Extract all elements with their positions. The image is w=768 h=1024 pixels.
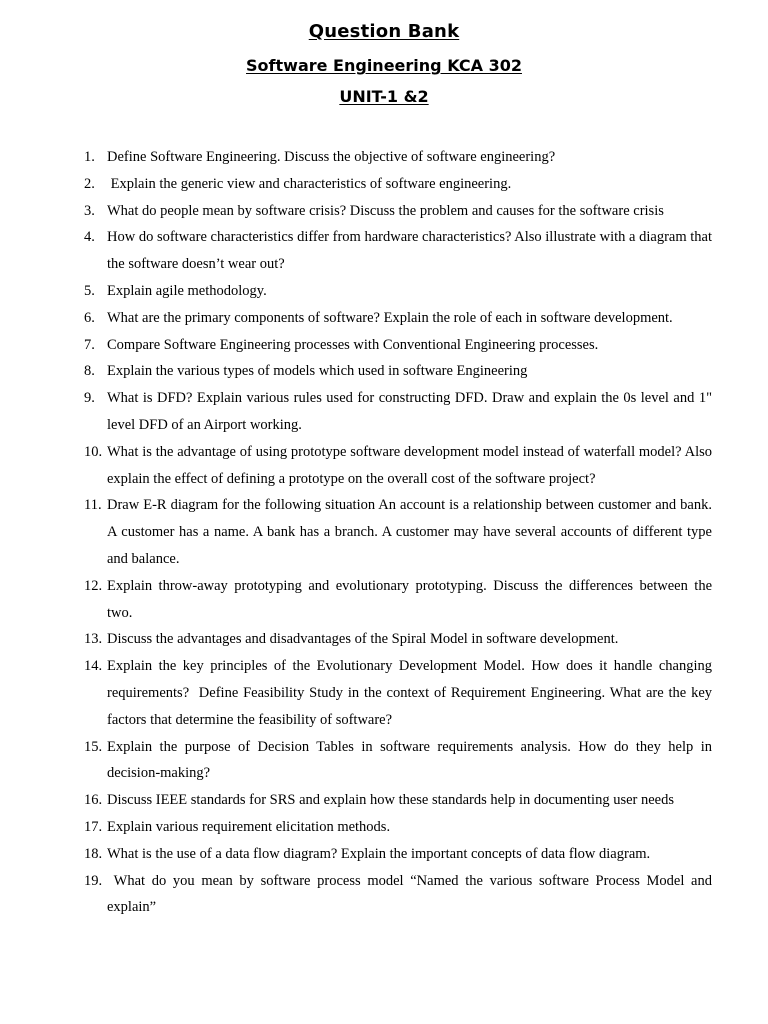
question-number: 8. <box>84 363 95 380</box>
list-item <box>84 171 712 198</box>
question-text: Discuss IEEE standards for SRS and explain how these standards help in documenting user needs <box>107 792 675 809</box>
list-item <box>84 224 712 278</box>
question-number: 18. <box>84 845 103 862</box>
question-text: Define Software Engineering. Discuss the objective of software engineering? <box>107 149 556 165</box>
question-text: What are the primary components of software? Explain the role of each in software development. <box>107 309 673 326</box>
list-item <box>84 653 716 733</box>
question-number: 19. <box>84 872 103 889</box>
list-item <box>84 734 712 788</box>
list-item <box>84 841 712 868</box>
question-text: Explain agile methodology. <box>107 282 267 299</box>
question-text: Explain the various types of models which used in software Engineering <box>107 363 528 380</box>
question-number: 16. <box>84 792 103 809</box>
list-item <box>84 573 712 627</box>
list-item <box>84 868 716 922</box>
list-item <box>84 332 712 359</box>
list-item <box>84 278 712 305</box>
question-text: Draw E-R diagram for the following situation An account is a relationship between customer and bank. A customer has a name. A bank has a branch. A customer may have several accounts of different type and balance. <box>107 497 712 567</box>
question-number: 9. <box>84 390 95 407</box>
question-text: What do you mean by software process model “Named the various software Process Model and explain” <box>107 872 716 916</box>
question-number: 12. <box>84 577 103 594</box>
document-title: Question Bank <box>308 21 460 42</box>
list-item <box>84 385 712 439</box>
question-number: 15. <box>84 738 103 755</box>
list-item <box>84 814 712 841</box>
question-number: 17. <box>84 818 103 835</box>
list-item <box>84 305 712 332</box>
question-number: 10. <box>84 443 103 460</box>
question-text: What is DFD? Explain various rules used for constructing DFD. Draw and explain the 0s level and 1" level DFD of an Airport working. <box>107 390 712 433</box>
question-number: 11. <box>84 497 102 514</box>
question-number: 14. <box>84 658 103 675</box>
question-text: What is the advantage of using prototype software development model instead of waterfall model? Also explain the effect of defining a prototype on the overall cost of the software project? <box>107 443 712 487</box>
question-number: 4. <box>84 229 95 246</box>
question-list <box>84 144 716 921</box>
subject-heading: Software Engineering KCA 302 <box>246 56 522 75</box>
question-text: Explain the purpose of Decision Tables in software requirements analysis. How do they help in decision-making? <box>107 738 712 782</box>
question-text: Explain the generic view and characteristics of software engineering. <box>107 175 512 192</box>
list-item <box>84 626 712 653</box>
list-item <box>84 144 712 171</box>
question-number: 1. <box>84 149 95 165</box>
question-text: Explain the key principles of the Evolutionary Development Model. How does it handle changing requirements? Define Feasibility Study in the context of Requirement Engineering. What are the key factors that determine the feasibility of software? <box>107 658 716 728</box>
question-text: How do software characteristics differ from hardware characteristics? Also illustrate with a diagram that the software doesn’t wear out? <box>107 229 712 273</box>
question-text: Compare Software Engineering processes with Conventional Engineering processes. <box>107 336 599 353</box>
question-number: 13. <box>84 631 103 648</box>
question-number: 6. <box>84 309 95 326</box>
question-text: Discuss the advantages and disadvantages of the Spiral Model in software development. <box>107 631 619 648</box>
question-text: Explain throw-away prototyping and evolutionary prototyping. Discuss the differences between the two. <box>107 577 712 621</box>
question-number: 5. <box>84 282 95 299</box>
list-item <box>84 358 712 385</box>
question-number: 2. <box>84 175 95 192</box>
list-item <box>84 787 712 814</box>
question-number: 7. <box>84 336 95 353</box>
list-item <box>84 198 712 225</box>
unit-heading: UNIT-1 &2 <box>339 87 429 106</box>
question-text: What is the use of a data flow diagram? Explain the important concepts of data flow diagram. <box>107 845 651 862</box>
question-text: Explain various requirement elicitation methods. <box>107 818 391 835</box>
question-number: 3. <box>84 202 95 219</box>
list-item <box>84 492 712 572</box>
question-text: What do people mean by software crisis? Discuss the problem and causes for the software crisis <box>107 202 664 219</box>
list-item <box>84 439 712 493</box>
